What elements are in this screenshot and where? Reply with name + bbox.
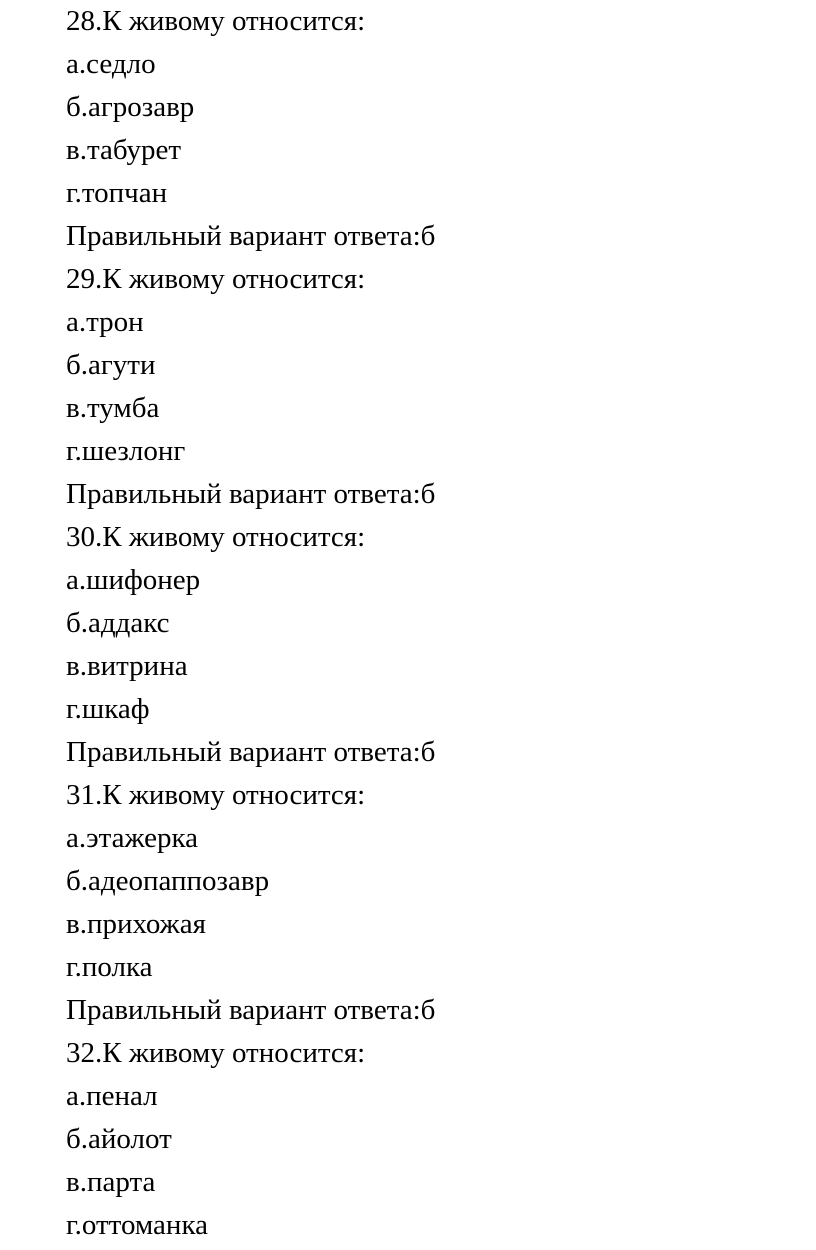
option-v: в.витрина [66,650,188,682]
option-g: г.шезлонг [66,435,186,467]
option-b: б.айолот [66,1123,172,1155]
question-28 [66,0,796,258]
question-31 [66,774,796,1032]
question-title: 30.К живому относится: [66,521,366,553]
option-g: г.полка [66,951,153,983]
correct-answer: Правильный вариант ответа:б [66,994,436,1026]
document-page [66,0,796,1247]
option-a: а.седло [66,48,156,80]
option-v: в.парта [66,1166,156,1198]
option-a: а.трон [66,306,144,338]
option-g: г.топчан [66,177,168,209]
question-32 [66,1032,796,1247]
option-a: а.шифонер [66,564,201,596]
question-title: 32.К живому относится: [66,1037,366,1069]
option-b: б.агрозавр [66,91,195,123]
correct-answer: Правильный вариант ответа:б [66,736,436,768]
option-b: б.адеопаппозавр [66,865,270,897]
question-title: 29.К живому относится: [66,263,366,295]
option-b: б.агути [66,349,156,381]
option-v: в.тумба [66,392,160,424]
option-v: в.прихожая [66,908,206,940]
question-30 [66,516,796,774]
question-title: 28.К живому относится: [66,5,366,37]
option-g: г.шкаф [66,693,150,725]
option-a: а.этажерка [66,822,199,854]
correct-answer: Правильный вариант ответа:б [66,220,436,252]
option-b: б.аддакс [66,607,170,639]
option-a: а.пенал [66,1080,158,1112]
option-v: в.табурет [66,134,182,166]
question-title: 31.К живому относится: [66,779,366,811]
correct-answer: Правильный вариант ответа:б [66,478,436,510]
option-g: г.оттоманка [66,1209,208,1241]
question-29 [66,258,796,516]
